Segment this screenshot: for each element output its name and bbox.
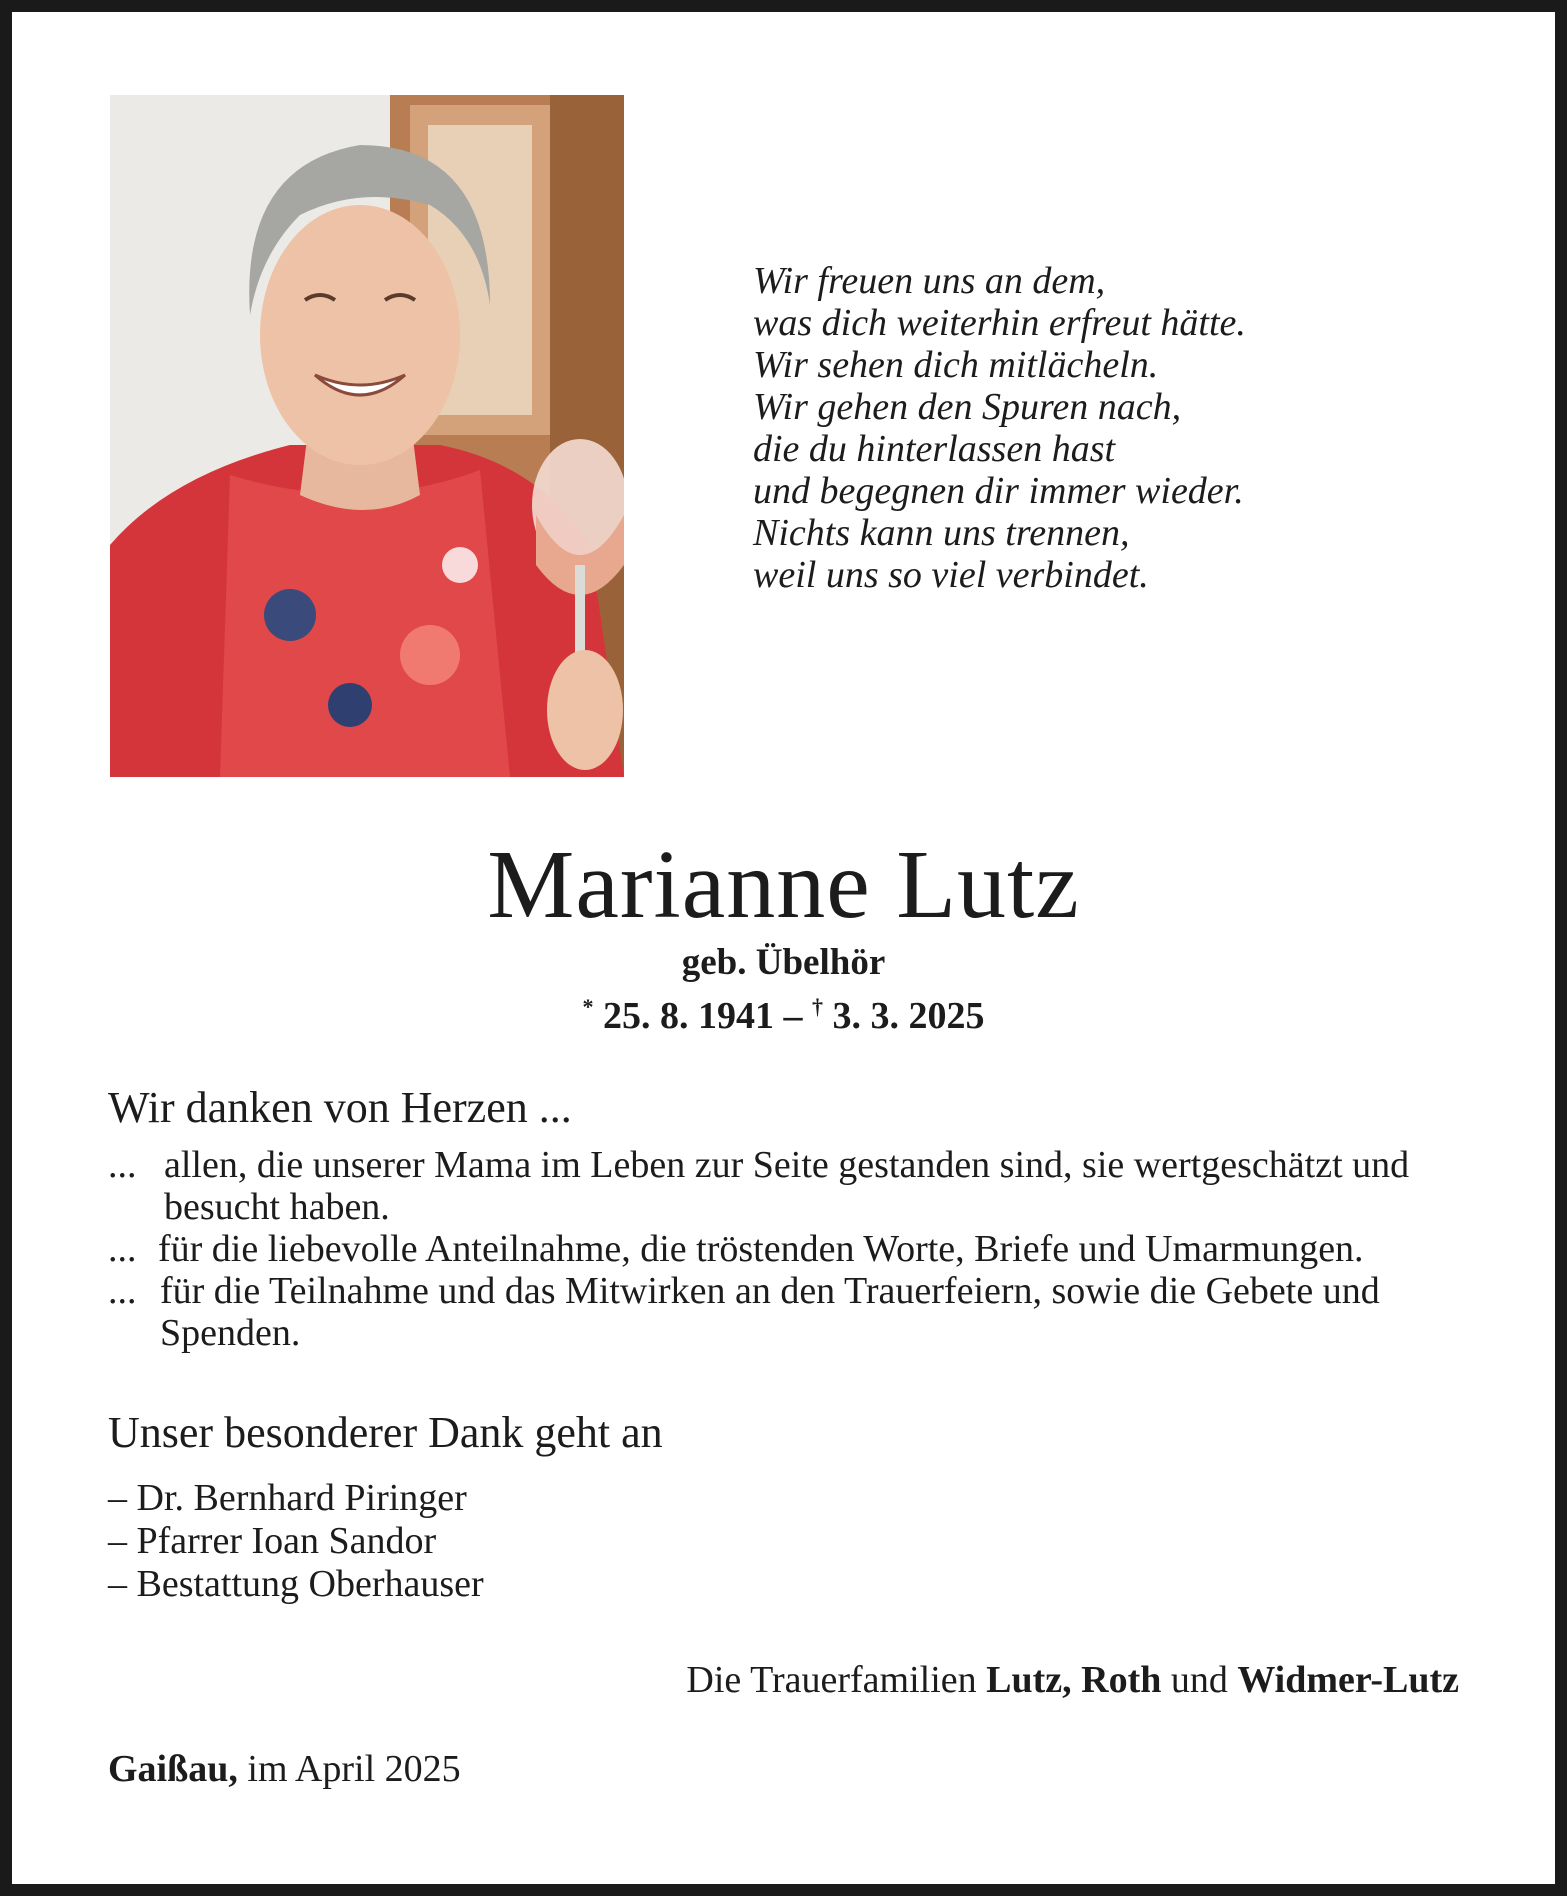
poem-line: Wir freuen uns an dem, xyxy=(753,260,1106,302)
poem-line: Wir gehen den Spuren nach, xyxy=(753,386,1182,428)
list-item: – Bestattung Oberhauser xyxy=(108,1563,484,1605)
list-item xyxy=(108,1228,1478,1270)
signature-and: und xyxy=(1170,1659,1228,1701)
item-text: allen, die unserer Mama im Leben zur Seite gestanden sind, sie wertgeschätzt und besucht haben. xyxy=(164,1144,1410,1228)
died-date: 3. 3. 2025 xyxy=(832,995,985,1037)
poem-line: was dich weiterhin erfreut hätte. xyxy=(753,302,1246,344)
item-text: für die Teilnahme und das Mitwirken an den Trauerfeiern, sowie die Gebete und Spenden. xyxy=(160,1270,1380,1354)
died-symbol: † xyxy=(812,994,823,1019)
signature-prefix: Die Trauerfamilien xyxy=(686,1659,977,1701)
life-dates xyxy=(12,985,1555,1038)
special-thanks-heading: Unser besonderer Dank geht an xyxy=(108,1408,663,1457)
item-marker: ... xyxy=(108,1144,137,1186)
memorial-poem xyxy=(753,260,1246,596)
portrait-image xyxy=(110,95,624,777)
born-symbol: * xyxy=(582,994,594,1019)
family-signature xyxy=(686,1658,1459,1702)
poem-line: Nichts kann uns trennen, xyxy=(753,512,1130,554)
birth-name: geb. Übelhör xyxy=(681,942,886,983)
poem-line: die du hinterlassen hast xyxy=(753,428,1116,470)
poem-line: weil uns so viel verbindet. xyxy=(753,554,1149,596)
item-marker: ... xyxy=(108,1270,137,1312)
item-text: für die liebevolle Anteilnahme, die tröstenden Worte, Briefe und Umarmungen. xyxy=(158,1228,1364,1270)
list-item: – Pfarrer Ioan Sandor xyxy=(108,1520,437,1562)
list-item xyxy=(108,1270,1478,1354)
item-marker: ... xyxy=(108,1228,137,1270)
poem-line: Wir sehen dich mitlächeln. xyxy=(753,344,1159,386)
list-item xyxy=(108,1144,1478,1228)
place-name: Gaißau, xyxy=(108,1748,238,1790)
family-names-1: Lutz, Roth xyxy=(986,1659,1162,1701)
poem-line: und begegnen dir immer wieder. xyxy=(753,470,1244,512)
special-thanks-list xyxy=(108,1477,484,1606)
date-text: im April 2025 xyxy=(247,1748,461,1790)
thanks-list xyxy=(108,1144,1478,1354)
portrait-photo xyxy=(110,95,624,777)
place-date xyxy=(108,1747,461,1791)
list-item: – Dr. Bernhard Piringer xyxy=(108,1477,467,1519)
born-date: 25. 8. 1941 – xyxy=(603,995,803,1037)
obituary-page xyxy=(12,12,1555,1884)
family-names-2: Widmer-Lutz xyxy=(1237,1659,1459,1701)
thanks-heading: Wir danken von Herzen ... xyxy=(108,1083,572,1132)
deceased-name: Marianne Lutz xyxy=(487,831,1080,939)
